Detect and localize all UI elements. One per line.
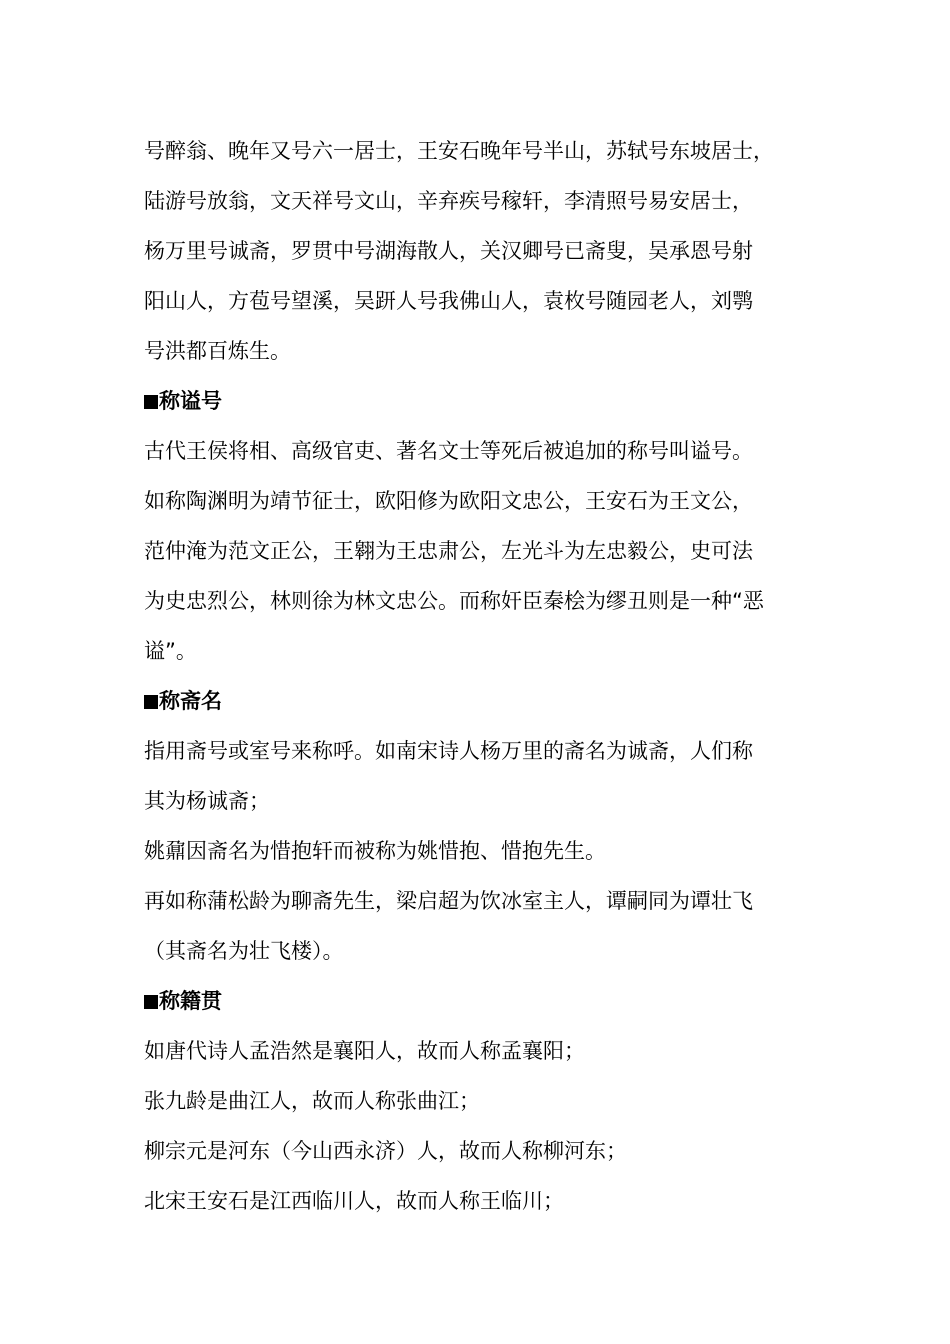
section-heading-label: 称谥号 [159, 389, 222, 413]
body-text-line: 号洪都百炼生。 [144, 339, 291, 363]
body-text-line: 柳宗元是河东（今山西永济）人，故而人称柳河东； [144, 1139, 627, 1163]
body-text-line: 号醉翁、晚年又号六一居士，王安石晚年号半山，苏轼号东坡居士， [144, 139, 774, 163]
square-bullet-icon [144, 695, 158, 709]
body-text-line: 古代王侯将相、高级官吏、著名文士等死后被追加的称号叫谥号。 [144, 439, 753, 463]
section-heading [144, 676, 834, 726]
body-text-line: 谥”。 [144, 639, 197, 663]
body-text-line: 如称陶渊明为靖节征士，欧阳修为欧阳文忠公，王安石为王文公， [144, 489, 753, 513]
body-text-line: 北宋王安石是江西临川人，故而人称王临川； [144, 1189, 564, 1213]
body-text-line: 指用斋号或室号来称呼。如南宋诗人杨万里的斋名为诚斋，人们称 [144, 739, 753, 763]
document-body [144, 126, 834, 1226]
body-text-line: 杨万里号诚斋，罗贯中号湖海散人，关汉卿号已斋叟，吴承恩号射 [144, 239, 753, 263]
square-bullet-icon [144, 395, 158, 409]
body-text-line: 其为杨诚斋； [144, 789, 270, 813]
section-heading-label: 称斋名 [159, 689, 222, 713]
body-text-line: 如唐代诗人孟浩然是襄阳人，故而人称孟襄阳； [144, 1039, 585, 1063]
body-text-line: 阳山人，方苞号望溪，吴趼人号我佛山人，袁枚号随园老人，刘鹗 [144, 289, 753, 313]
body-text-line: 再如称蒲松龄为聊斋先生，梁启超为饮冰室主人，谭嗣同为谭壮飞 [144, 889, 753, 913]
body-text-line: 姚鼐因斋名为惜抱轩而被称为姚惜抱、惜抱先生。 [144, 839, 606, 863]
body-text-line: 张九龄是曲江人，故而人称张曲江； [144, 1089, 480, 1113]
body-text-line: 陆游号放翁，文天祥号文山，辛弃疾号稼轩，李清照号易安居士， [144, 189, 753, 213]
body-text-line: （其斋名为壮飞楼）。 [144, 939, 344, 963]
square-bullet-icon [144, 995, 158, 1009]
body-text-line: 范仲淹为范文正公，王翱为王忠肃公，左光斗为左忠毅公，史可法 [144, 539, 753, 563]
section-heading-label: 称籍贯 [159, 989, 222, 1013]
section-heading [144, 376, 834, 426]
section-heading [144, 976, 834, 1026]
body-text-line: 为史忠烈公，林则徐为林文忠公。而称奸臣秦桧为缪丑则是一种“恶 [144, 589, 764, 613]
